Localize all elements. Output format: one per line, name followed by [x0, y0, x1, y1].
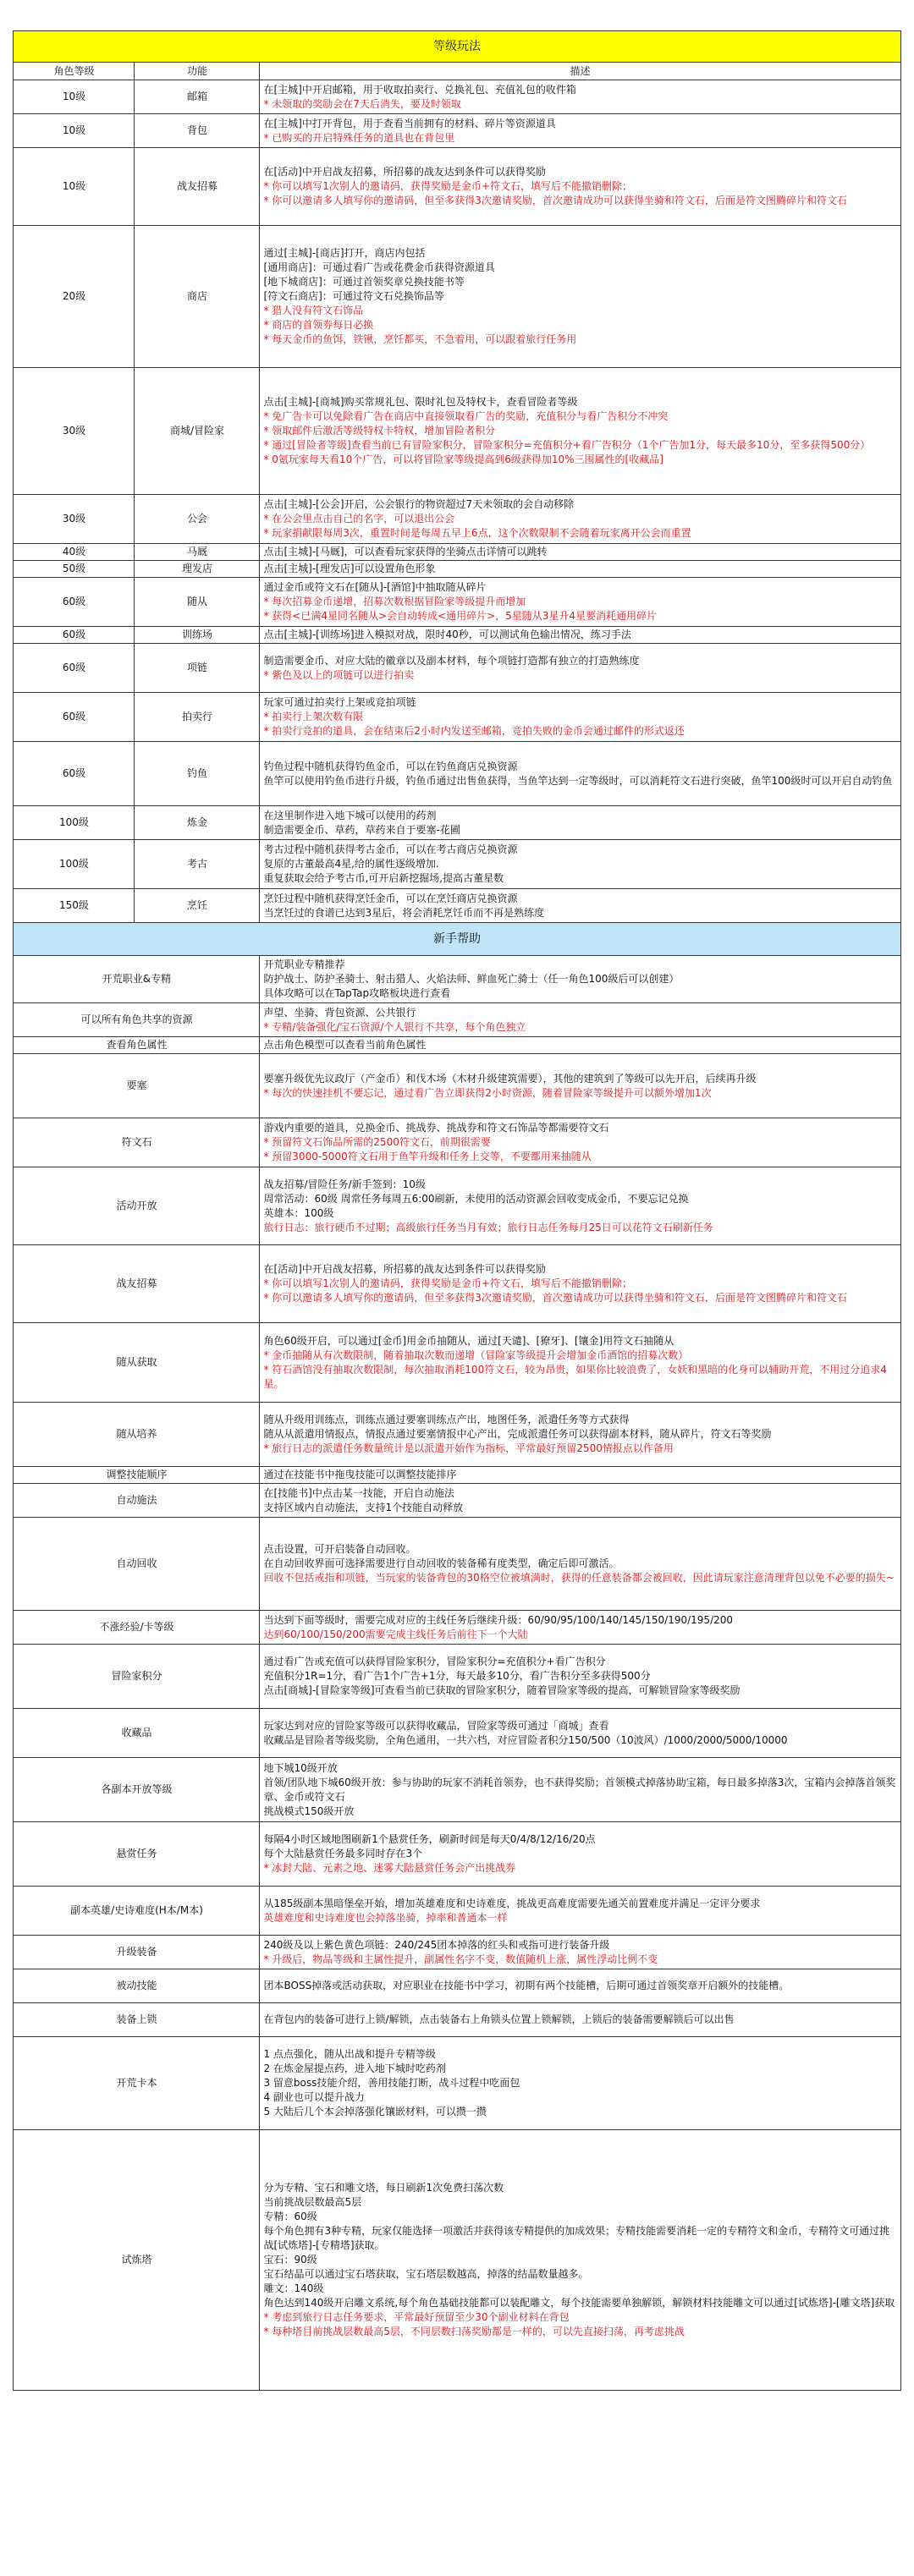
table-row — [14, 2003, 900, 2037]
level-cell: 10级 — [14, 80, 135, 114]
table-row — [14, 226, 900, 368]
table-row — [14, 1969, 900, 2003]
function-cell: 商城/冒险家 — [135, 368, 260, 495]
level-cell: 60级 — [14, 742, 135, 806]
description-line: 每隔4小时区域地图刷新1个悬赏任务，刷新时间是每天0/4/8/12/16/20点 — [263, 1833, 596, 1845]
function-cell: 邮箱 — [135, 80, 260, 114]
function-cell: 随从 — [135, 578, 260, 627]
description-line: 游戏内重要的道具，兑换金币、挑战券、挑战券和符文石饰品等都需要符文石 — [263, 1122, 609, 1134]
description-line: 开荒职业专精推荐 — [263, 958, 345, 970]
description-cell — [260, 561, 900, 578]
table-row — [14, 1887, 900, 1936]
description-line: 在[活动]中开启战友招募，所招募的战友达到条件可以获得奖励 — [263, 1263, 546, 1275]
function-cell: 背包 — [135, 114, 260, 148]
description-line: 在[活动]中开启战友招募，所招募的战友达到条件可以获得奖励 — [263, 166, 546, 178]
level-cell: 60级 — [14, 693, 135, 742]
topic-cell: 随从获取 — [14, 1323, 260, 1403]
table-row — [14, 544, 900, 561]
function-cell: 马厩 — [135, 544, 260, 561]
tip-line: * 领取邮件后激活等级特权卡特权，增加冒险者积分 — [263, 425, 496, 437]
description-line: 当达到下面等级时，需要完成对应的主线任务后继续升级：60/90/95/100/140/145/150/190/195/200 — [263, 1613, 734, 1626]
tip-line: 旅行日志：旅行硬币不过期；高级旅行任务当月有效；旅行日志任务每月25日可以花符文石刷新任务 — [263, 1221, 713, 1233]
guide-table — [13, 30, 900, 2391]
tip-line: * 通过[冒险者等级]查看当前已有冒险家积分，冒险家积分=充值积分+看广告积分（1个广告加1分，每天最多10分，至多获得500分） — [263, 439, 871, 451]
tip-line: * 0氪玩家每天看10个广告，可以将冒险家等级提高到6级获得加10%三围属性的[收藏品] — [263, 453, 663, 465]
tip-line: * 预留符文石饰品所需的2500符文石，前期很需要 — [263, 1136, 491, 1148]
section-title: 新手帮助 — [14, 923, 900, 956]
description-cell — [260, 1037, 900, 1054]
tip-line: * 专精/装备强化/宝石资源/个人银行不共享，每个角色独立 — [263, 1020, 526, 1033]
table-row — [14, 1467, 900, 1484]
topic-cell: 悬赏任务 — [14, 1822, 260, 1887]
description-line: 在自动回收界面可选择需要进行自动回收的装备稀有度类型，确定后即可激活。 — [263, 1557, 619, 1569]
topic-cell: 活动开放 — [14, 1167, 260, 1245]
table-row — [14, 840, 900, 889]
description-cell — [260, 1245, 900, 1323]
description-line: 战友招募/冒险任务/新手签到：10级 — [263, 1178, 426, 1190]
tip-line: * 你可以邀请多人填写你的邀请码，但至多获得3次邀请奖励，首次邀请成功可以获得坐骑和符文石，后面是符文图腾碎片和符文石 — [263, 195, 847, 206]
level-cell: 50级 — [14, 561, 135, 578]
tip-line: * 你可以填写1次别人的邀请码，获得奖励是金币+符文石，填写后不能撤销删除； — [263, 180, 632, 192]
tip-line: * 商店的首领券每日必换 — [263, 319, 374, 331]
description-line: 鱼竿可以使用钓鱼币进行升级，钓鱼币通过出售鱼获得，当鱼竿达到一定等级时，可以消耗符文石进行突破，鱼竿100级时可以开启自动钓鱼 — [263, 774, 893, 787]
description-line: 重复获取会给予考古币,可开启新挖掘场,提高古董星数 — [263, 872, 504, 884]
description-line: 3 留意boss技能介绍，善用技能打断，战斗过程中吃面包 — [263, 2077, 520, 2089]
description-cell — [260, 742, 900, 806]
table-row — [14, 644, 900, 693]
description-line: 通过在技能书中拖曳技能可以调整技能排序 — [263, 1469, 457, 1480]
description-line: 在[技能书]中点击某一技能，开启自动施法 — [263, 1486, 454, 1499]
column-header-description: 描述 — [260, 63, 900, 80]
description-line: 在[主城]中开启邮箱，用于收取拍卖行、兑换礼包、充值礼包的收件箱 — [263, 83, 576, 96]
description-line: 5 大陆后几个本会掉落强化镶嵌材料，可以攒一攒 — [263, 2106, 487, 2117]
description-line: 宝石：90级 — [263, 2254, 317, 2266]
description-line: 宝石结晶可以通过宝石塔获取，宝石塔层数越高，掉落的结晶数量越多。 — [263, 2268, 589, 2280]
table-row — [14, 368, 900, 495]
table-row — [14, 806, 900, 840]
function-cell: 理发店 — [135, 561, 260, 578]
section-header-newbie-help — [14, 923, 900, 956]
function-cell: 拍卖行 — [135, 693, 260, 742]
description-cell — [260, 1003, 900, 1037]
topic-cell: 自动施法 — [14, 1484, 260, 1518]
tip-line: * 每次的快速挂机不要忘记，通过看广告立即获得2小时资源，随着冒险家等级提升可以额外增加1次 — [263, 1086, 712, 1099]
description-line: [通用商店]：可通过看广告或花费金币获得资源道具 — [263, 261, 495, 273]
description-line: 点击[主城]-[商城]购买常规礼包、限时礼包及特权卡，查看冒险者等级 — [263, 396, 578, 408]
table-row — [14, 742, 900, 806]
description-line: 从185级副本黑暗堡垒开始，增加英雄难度和史诗难度，挑战更高难度需要先通关前置难度并满足一定评分要求 — [263, 1897, 761, 1909]
description-cell — [260, 1323, 900, 1403]
tip-line: * 获得<已满4星同名随从>会自动转成<通用碎片>，5星随从3星升4星要消耗通用碎片 — [263, 610, 658, 622]
description-line: 4 副业也可以提升战力 — [263, 2091, 365, 2103]
tip-line: * 金币抽随从有次数限制，随着抽取次数而递增（冒险家等级提升会增加金币酒馆的招募次数） — [263, 1348, 689, 1361]
description-line: 点击[商城]-[冒险家等级]可查看当前已获取的冒险家积分，随着冒险家等级的提高，可解锁冒险家等级奖励 — [263, 1684, 741, 1696]
description-line: 点击[主城]-[理发店]可以设置角色形象 — [263, 563, 436, 574]
description-line: 收藏品是冒险者等级奖励，全角色通用，一共六档，对应冒险者积分150/500（10波风）/1000/2000/5000/10000 — [263, 1733, 788, 1746]
description-line: [符文石商店]：可通过符文石兑换饰品等 — [263, 290, 444, 302]
level-cell: 150级 — [14, 889, 135, 923]
topic-cell: 不涨经验/卡等级 — [14, 1611, 260, 1645]
function-cell: 钓鱼 — [135, 742, 260, 806]
description-cell — [260, 1403, 900, 1467]
description-line: 制造需要金币、草药，草药来自于要塞-花圃 — [263, 823, 460, 836]
tip-line: 英雄难度和史诗难度也会掉落坐骑，掉率和普通本一样 — [263, 1911, 508, 1924]
description-line: 雕文：140级 — [263, 2282, 324, 2294]
topic-cell: 符文石 — [14, 1118, 260, 1167]
level-cell: 20级 — [14, 226, 135, 368]
description-cell — [260, 1467, 900, 1484]
description-line: 点击[主城]-[训练场]进入模拟对战，限时40秒，可以测试角色输出情况，练习手法 — [263, 629, 631, 640]
topic-cell: 可以所有角色共享的资源 — [14, 1003, 260, 1037]
tip-line: * 紫色及以上的项链可以进行拍卖 — [263, 668, 415, 681]
description-line: 复原的古董最高4星,给的属性逐级增加. — [263, 858, 439, 870]
tip-line: * 拍卖行竞拍的道具，会在结束后2小时内发送至邮箱，竞拍失败的金币会通过邮件的形式返还 — [263, 725, 685, 737]
topic-cell: 收藏品 — [14, 1709, 260, 1758]
table-row — [14, 1245, 900, 1323]
function-cell: 考古 — [135, 840, 260, 889]
description-line: 玩家达到对应的冒险家等级可以获得收藏品，冒险家等级可通过「商城」查看 — [263, 1719, 609, 1732]
description-line: 充值积分1R=1分，看广告1个广告+1分，每天最多10分，看广告积分至多获得500分 — [263, 1670, 651, 1682]
table-row — [14, 1167, 900, 1245]
table-row — [14, 1709, 900, 1758]
description-cell — [260, 578, 900, 627]
description-cell — [260, 148, 900, 226]
table-row — [14, 2130, 900, 2391]
level-cell: 100级 — [14, 806, 135, 840]
description-line: 具体攻略可以在TapTap攻略板块进行查看 — [263, 987, 451, 999]
topic-cell: 开荒卡本 — [14, 2037, 260, 2130]
description-line: 专精：60级 — [263, 2211, 317, 2222]
table-row — [14, 1936, 900, 1969]
description-cell — [260, 1611, 900, 1645]
table-row — [14, 889, 900, 923]
tip-line: * 你可以邀请多人填写你的邀请码，但至多获得3次邀请奖励，首次邀请成功可以获得坐骑和符文石，后面是符文图腾碎片和符文石 — [263, 1292, 847, 1304]
description-cell — [260, 806, 900, 840]
topic-cell: 调整技能顺序 — [14, 1467, 260, 1484]
level-cell: 30级 — [14, 495, 135, 544]
topic-cell: 开荒职业&专精 — [14, 956, 260, 1003]
level-cell: 10级 — [14, 148, 135, 226]
description-line: 当烹饪过的食谱已达到3星后，将会消耗烹饪币而不再是熟练度 — [263, 906, 545, 919]
description-line: 支持区域内自动施法，支持1个技能自动释放 — [263, 1501, 464, 1513]
table-row — [14, 1758, 900, 1822]
tip-line: * 升级后，物品等级和主属性提升，副属性名字不变，数值随机上涨，属性浮动比例不变 — [263, 1953, 658, 1965]
description-cell — [260, 1118, 900, 1167]
table-row — [14, 2037, 900, 2130]
description-cell — [260, 1709, 900, 1758]
tip-line: * 每次招募金币递增，招募次数根据冒险家等级提升而增加 — [263, 596, 526, 607]
description-cell — [260, 1518, 900, 1611]
table-row — [14, 1118, 900, 1167]
function-cell: 烹饪 — [135, 889, 260, 923]
tip-line: 达到60/100/150/200需要完成主线任务后前往下一个大陆 — [263, 1628, 528, 1640]
section-title: 等级玩法 — [14, 31, 900, 63]
level-cell: 10级 — [14, 114, 135, 148]
description-cell — [260, 1054, 900, 1118]
description-line: 在[主城]中打开背包，用于查看当前拥有的材料、碎片等资源道具 — [263, 117, 556, 129]
description-cell — [260, 889, 900, 923]
column-header-function: 功能 — [135, 63, 260, 80]
description-line: 挑战模式150级开放 — [263, 1804, 355, 1817]
description-cell — [260, 1645, 900, 1709]
description-cell — [260, 80, 900, 114]
description-line: 通过金币或符文石在[随从]-[酒馆]中抽取随从碎片 — [263, 581, 487, 593]
topic-cell: 试炼塔 — [14, 2130, 260, 2391]
function-cell: 炼金 — [135, 806, 260, 840]
table-row — [14, 1611, 900, 1645]
description-cell — [260, 114, 900, 148]
description-line: 钓鱼过程中随机获得钓鱼金币，可以在钓鱼商店兑换资源 — [263, 760, 518, 772]
level-cell: 40级 — [14, 544, 135, 561]
description-line: 点击[主城]-[马厩]，可以查看玩家获得的坐骑点击详情可以跳转 — [263, 546, 548, 557]
topic-cell: 升级装备 — [14, 1936, 260, 1969]
tip-line: 回收不包括戒指和项链，当玩家的装备背包的30格空位被填满时，获得的任意装备都会被回收，因此请玩家注意清理背包以免不必要的损失~ — [263, 1572, 895, 1584]
description-line: 烹饪过程中随机获得烹饪金币，可以在烹饪商店兑换资源 — [263, 892, 518, 904]
table-row — [14, 627, 900, 644]
description-line: 在这里制作进入地下城可以使用的药剂 — [263, 809, 437, 821]
topic-cell: 查看角色属性 — [14, 1037, 260, 1054]
description-line: 点击角色模型可以查看当前角色属性 — [263, 1039, 427, 1051]
description-line: [地下城商店]：可通过首领奖章兑换技能书等 — [263, 276, 465, 288]
description-line: 角色60级开启，可以通过[金币]用金币抽随从，通过[天谴]、[獠牙]、[镶金]用符文石抽随从 — [263, 1334, 674, 1347]
topic-cell: 冒险家积分 — [14, 1645, 260, 1709]
description-cell — [260, 1167, 900, 1245]
table-row — [14, 561, 900, 578]
level-cell: 60级 — [14, 627, 135, 644]
tip-line: * 每种塔目前挑战层数最高5层，不同层数扫荡奖励都是一样的，可以先直接扫荡，再考虑挑战 — [263, 2326, 685, 2337]
description-line: 玩家可通过拍卖行上架或竞拍项链 — [263, 696, 416, 708]
function-cell: 战友招募 — [135, 148, 260, 226]
description-cell — [260, 644, 900, 693]
description-line: 在背包内的装备可进行上锁/解锁，点击装备右上角锁头位置上锁解锁，上锁后的装备需要解锁后可以出售 — [263, 2013, 735, 2025]
description-cell — [260, 627, 900, 644]
tip-line: * 预留3000-5000符文石用于鱼竿升级和任务上交等，不要都用来抽随从 — [263, 1151, 592, 1162]
column-header-level: 角色等级 — [14, 63, 135, 80]
topic-cell: 要塞 — [14, 1054, 260, 1118]
table-row — [14, 114, 900, 148]
function-cell: 训练场 — [135, 627, 260, 644]
table-row — [14, 1645, 900, 1709]
table-row — [14, 148, 900, 226]
description-line: 当前挑战层数最高5层 — [263, 2196, 362, 2208]
description-cell — [260, 1822, 900, 1887]
table-row — [14, 1054, 900, 1118]
description-line: 制造需要金币、对应大陆的徽章以及副本材料，每个项链打造都有独立的打造熟练度 — [263, 654, 640, 667]
table-row — [14, 80, 900, 114]
topic-cell: 各副本开放等级 — [14, 1758, 260, 1822]
description-line: 地下城10级开放 — [263, 1761, 338, 1774]
description-line: 分为专精、宝石和雕文塔，每日刷新1次免费扫荡次数 — [263, 2182, 504, 2194]
topic-cell: 随从培养 — [14, 1403, 260, 1467]
tip-line: * 考虑到旅行日志任务要求，平常最好预留至少30个副业材料在背包 — [263, 2311, 570, 2323]
description-line: 要塞升级优先议政厅（产金币）和伐木场（木材升级建筑需要），其他的建筑到了等级可以先开启，后续再升级 — [263, 1072, 757, 1085]
table-row — [14, 1003, 900, 1037]
description-cell — [260, 956, 900, 1003]
description-line: 通过[主城]-[商店]打开，商店内包括 — [263, 247, 426, 259]
description-cell — [260, 2130, 900, 2391]
table-row — [14, 1518, 900, 1611]
table-row — [14, 956, 900, 1003]
tip-line: * 旅行日志的派遣任务数量统计是以派遣开始作为指标，平常最好预留2500情报点以作备用 — [263, 1442, 674, 1454]
description-cell — [260, 1484, 900, 1518]
topic-cell: 副本英雄/史诗难度(H本/M本) — [14, 1887, 260, 1936]
description-line: 1 点点强化，随从出战和提升专精等级 — [263, 2048, 436, 2060]
tip-line: * 在公会里点击自己的名字，可以退出公会 — [263, 513, 455, 525]
table-row — [14, 1403, 900, 1467]
tip-line: * 免广告卡可以免除看广告在商店中直接领取看广告的奖励，充值积分与看广告积分不冲突 — [263, 410, 669, 422]
description-line: 首领/团队地下城60级开放：参与协助的玩家不消耗首领券，也不获得奖励；首领模式掉落协助宝箱，每日最多掉落3次，宝箱内会掉落首领奖章、金币或符文石 — [263, 1776, 896, 1803]
column-header-row — [14, 63, 900, 80]
topic-cell: 自动回收 — [14, 1518, 260, 1611]
table-row — [14, 1323, 900, 1403]
tip-line: * 你可以填写1次别人的邀请码，获得奖励是金币+符文石，填写后不能撤销删除； — [263, 1277, 632, 1289]
function-cell: 商店 — [135, 226, 260, 368]
description-cell — [260, 368, 900, 495]
topic-cell: 被动技能 — [14, 1969, 260, 2003]
level-cell: 30级 — [14, 368, 135, 495]
description-cell — [260, 1887, 900, 1936]
tip-line: * 每天金币的鱼饵，铁锹，烹饪都买，不急着用，可以跟着旅行任务用 — [263, 333, 577, 345]
topic-cell: 装备上锁 — [14, 2003, 260, 2037]
table-row — [14, 693, 900, 742]
level-cell: 60级 — [14, 644, 135, 693]
description-line: 随从升级用训练点，训练点通过要塞训练点产出，地图任务，派遣任务等方式获得 — [263, 1414, 630, 1425]
description-cell — [260, 495, 900, 544]
tip-line: * 玩家捐献限每周3次，重置时间是每周五早上6点，这个次数限制不会随着玩家离开公会而重置 — [263, 527, 691, 539]
description-line: 每个角色拥有3种专精，玩家仅能选择一项激活并获得该专精提供的加成效果；专精技能需要消耗一定的专精符文和金币，专精符文可通过挑战[试炼塔]-[专精塔]获取。 — [263, 2225, 890, 2251]
description-cell — [260, 226, 900, 368]
function-cell: 公会 — [135, 495, 260, 544]
description-line: 2 在炼金屋提点药，进入地下城时吃药剂 — [263, 2062, 446, 2074]
table-row — [14, 578, 900, 627]
guide-page — [0, 30, 914, 2391]
description-line: 角色达到140级开启雕文系统,每个角色基础技能都可以装配雕文，每个技能需要单独解锁，解锁材料技能雕文可以通过[试炼塔]-[雕文塔]获取 — [263, 2297, 895, 2309]
description-line: 通过看广告或充值可以获得冒险家积分，冒险家积分=充值积分+看广告积分 — [263, 1656, 606, 1667]
description-line: 英雄本：100级 — [263, 1206, 334, 1219]
description-cell — [260, 1758, 900, 1822]
table-row — [14, 495, 900, 544]
section-header-level-play — [14, 31, 900, 63]
level-cell: 100级 — [14, 840, 135, 889]
description-line: 点击设置，可开启装备自动回收。 — [263, 1543, 416, 1555]
tip-line: * 已购买的开启特殊任务的道具也在背包里 — [263, 131, 455, 144]
description-line: 每个大陆悬赏任务最多同时存在3个 — [263, 1848, 423, 1859]
topic-cell: 战友招募 — [14, 1245, 260, 1323]
description-cell — [260, 544, 900, 561]
description-cell — [260, 1969, 900, 2003]
table-row — [14, 1822, 900, 1887]
tip-line: * 符石酒馆没有抽取次数限制，每次抽取消耗100符文石，较为昂贵，如果你比较浪费了，女妖和黑暗的化身可以辅助开荒，不用过分追求4星。 — [263, 1363, 887, 1390]
description-cell — [260, 2037, 900, 2130]
description-cell — [260, 693, 900, 742]
function-cell: 项链 — [135, 644, 260, 693]
tip-line: * 冰封大陆、元素之地、迷雾大陆悬赏任务会产出挑战券 — [263, 1862, 516, 1874]
description-line: 考古过程中随机获得考古金币，可以在考古商店兑换资源 — [263, 843, 518, 855]
description-cell — [260, 840, 900, 889]
description-line: 随从从派遣用情报点，情报点通过要塞情报中心产出，完成派遣任务可以获得副本材料，随从碎片，符文石等奖励 — [263, 1428, 772, 1440]
table-row — [14, 1037, 900, 1054]
description-cell — [260, 2003, 900, 2037]
tip-line: * 猎人没有符文石饰品 — [263, 305, 364, 316]
description-line: 声望、坐骑、背包资源、公共银行 — [263, 1006, 416, 1019]
tip-line: * 未领取的奖励会在7天后消失，要及时领取 — [263, 97, 461, 110]
tip-line: * 拍卖行上架次数有限 — [263, 711, 364, 722]
description-line: 周常活动：60级 周常任务每周五6:00刷新，未使用的活动资源会回收变成金币，不要忘记兑换 — [263, 1192, 689, 1205]
description-cell — [260, 1936, 900, 1969]
guide-table-body — [14, 31, 900, 2391]
description-line: 240级及以上紫色黄色项链：240/245团本掉落的红头和戒指可进行装备升级 — [263, 1938, 610, 1951]
table-row — [14, 1484, 900, 1518]
level-cell: 60级 — [14, 578, 135, 627]
description-line: 防护战士、防护圣骑士、射击猎人、火焰法师、鲜血死亡骑士（任一角色100级后可以创建） — [263, 973, 680, 985]
description-line: 点击[主城]-[公会]开启，公会银行的物资超过7天未领取的会自动移除 — [263, 498, 575, 510]
description-line: 团本BOSS掉落或活动获取，对应职业在技能书中学习，初期有两个技能槽，后期可通过首领奖章开启额外的技能槽。 — [263, 1980, 790, 1991]
